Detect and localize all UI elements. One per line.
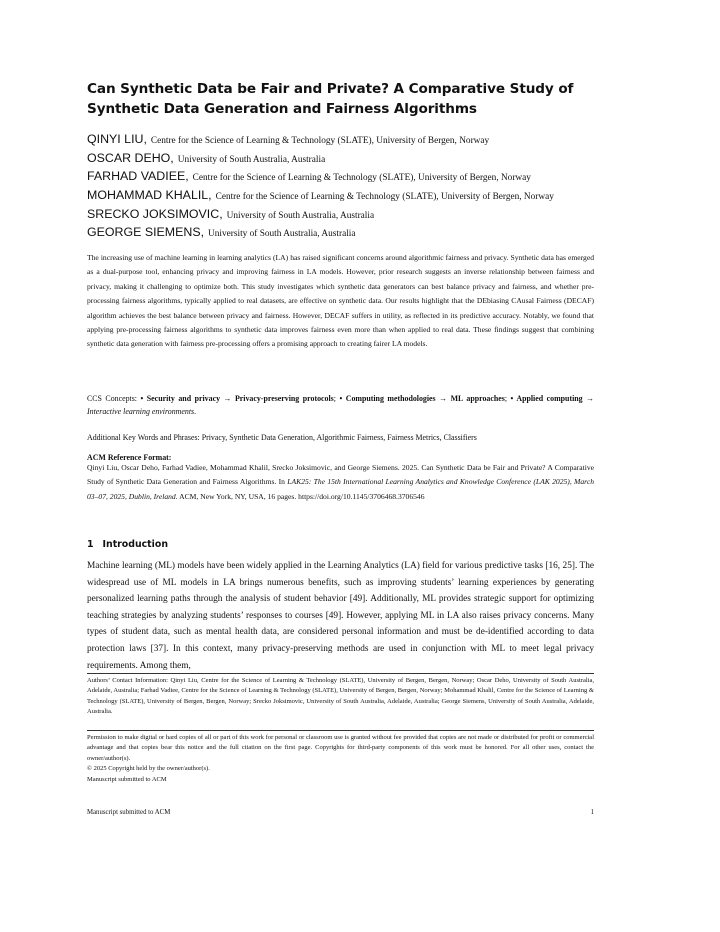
- ccs-concept: • Security and privacy: [140, 394, 221, 403]
- author-affiliation: Centre for the Science of Learning & Technology (SLATE), University of Bergen, Norway: [150, 136, 490, 146]
- author-name: OSCAR DEHO,: [87, 150, 174, 165]
- reference-venue: LAK25: The 15th International Learning Analytics and Knowledge Conference (LAK 2025), March 03–07, 2025, Dublin, Ireland.: [87, 477, 594, 501]
- ccs-end: .: [194, 407, 197, 416]
- author-entry: [87, 223, 597, 242]
- permission-text: Permission to make digital or hard copies of all or part of this work for personal or classroom use is granted without fee provided that copies are not made or distributed for profit or commercial advantage and that copies bear this notice and the full citation on the first page. Copyrights for third-party components of this work must be honored. For all other uses, contact the owner/author(s).: [87, 734, 594, 762]
- author-affiliation: University of South Australia, Australia: [208, 229, 356, 240]
- author-name: SRECKO JOKSIMOVIC,: [87, 206, 223, 221]
- author-entry: [87, 205, 597, 224]
- copyright-line: © 2025 Copyright held by the owner/author(s).: [87, 765, 210, 773]
- author-affiliation: University of South Australia, Australia: [226, 210, 375, 221]
- paper-title: Can Synthetic Data be Fair and Private? A Comparative Study of Synthetic Data Generation and Fairness Algorithms: [87, 81, 574, 117]
- author-name: MOHAMMAD KHALIL,: [87, 188, 212, 203]
- section-heading: [87, 539, 168, 550]
- reference-text: ACM, New York, NY, USA, 16 pages. https://doi.org/10.1145/3706468.3706546: [177, 491, 425, 501]
- abstract: The increasing use of machine learning in learning analytics (LA) has raised significant concerns around algorithmic fairness and privacy. Synthetic data has emerged as a dual-purpose tool, enhancing privacy and improving fairness in LA models. However, prior research suggests an inverse relationship between fairness and privacy, making it challenging to optimize both. This study investigates which synthetic data generators can best balance privacy and fairness, and whether pre-processing fairness algorithms, typically applied to real datasets, are effective on synthetic data. Our results highlight that the DEbiasing CAusal Fairness (DECAF) algorithm achieves the best balance between privacy and fairness. However, DECAF suffers in utility, as reflected in its predictive accuracy. Notably, we found that applying pre-processing fairness algorithms to synthetic data improves fairness even more than when applied to real data. These findings suggest that combining synthetic data generation with fairness pre-processing offers a promising approach to creating fairer LA models.: [87, 253, 594, 349]
- author-entry: [87, 149, 597, 168]
- reference-text: Qinyi Liu, Oscar Deho, Farhad Vadiee, Mohammad Khalil, Srecko Joksimovic, and George Siemens. 2025. Can Synthetic Data be Fair and Private? A Comparative Study of Synthetic Data Generation and Fairness Algorithms. In: [87, 463, 594, 487]
- ccs-concepts: [87, 392, 594, 418]
- reference-format-heading: ACM Reference Format:: [87, 453, 172, 462]
- author-affiliation: Centre for the Science of Learning & Technology (SLATE), University of Bergen, Norway: [215, 192, 554, 203]
- author-list: [87, 130, 597, 242]
- author-affiliation: University of South Australia, Australia: [177, 154, 326, 165]
- footnote-divider: [87, 673, 594, 674]
- author-name: GEORGE SIEMENS,: [87, 225, 205, 240]
- ccs-separator: ;: [504, 394, 511, 403]
- ccs-arrow: →: [220, 394, 235, 403]
- footer-manuscript: Manuscript submitted to ACM: [87, 809, 171, 816]
- author-name: FARHAD VADIEE,: [87, 169, 189, 184]
- permission-notice: [87, 733, 594, 785]
- author-contact-information: Authors’ Contact Information: Qinyi Liu, Centre for the Science of Learning & Technology (SLATE), University of Bergen, Bergen, Norway; Oscar Deho, University of South Australia, Adelaide, Australia; Farhad Vadiee, Centre for the Science of Learning & Technology (SLATE), University of Bergen, Bergen, Norway; Mohammad Khalil, Centre for the Science of Learning & Technology (SLATE), University of Bergen, Bergen, Norway; Srecko Joksimovic, University of South Australia, Adelaide, Australia; George Siemens, University of South Australia, Adelaide, Australia.: [87, 677, 594, 716]
- ccs-concept: ML approaches: [450, 394, 505, 403]
- reference-format: [87, 461, 594, 504]
- page-number: 1: [590, 809, 594, 816]
- ccs-concept: • Computing methodologies: [339, 394, 436, 403]
- footnote-divider: [87, 730, 594, 731]
- author-name: QINYI LIU,: [87, 132, 147, 146]
- ccs-label: CCS Concepts:: [87, 394, 141, 403]
- section-title: Introduction: [102, 539, 168, 550]
- ccs-concept: Interactive learning environments: [87, 407, 195, 416]
- author-affiliation: Centre for the Science of Learning & Technology (SLATE), University of Bergen, Norway: [192, 173, 531, 184]
- ccs-concept: • Applied computing: [510, 394, 583, 403]
- ccs-arrow: →: [582, 394, 595, 403]
- ccs-separator: ;: [333, 394, 340, 403]
- ccs-arrow: →: [435, 394, 451, 403]
- intro-paragraph: Machine learning (ML) models have been widely applied in the Learning Analytics (LA) field for various predictive tasks [16, 25]. The widespread use of ML models in LA brings numerous benefits, such as improving students’ learning experiences by generating personalized learning paths through the analysis of student behavior [49]. Additionally, ML provides strategic support for optimizing teaching strategies by analyzing students’ responses to courses [49]. However, applying ML in LA also raises privacy concerns. Many types of student data, such as mental health data, are considered personal information and must be de-identified according to data protection laws [37]. In this context, many privacy-preserving methods are used in conjunction with ML to meet legal privacy requirements. Among them,: [87, 561, 594, 671]
- section-number: 1: [87, 539, 94, 550]
- ccs-concept: Privacy-preserving protocols: [234, 394, 334, 403]
- author-entry: [87, 130, 597, 149]
- manuscript-line: Manuscript submitted to ACM: [87, 775, 167, 783]
- author-entry: [87, 186, 597, 205]
- keywords: Additional Key Words and Phrases: Privacy, Synthetic Data Generation, Algorithmic Fairness, Fairness Metrics, Classifiers: [87, 433, 477, 442]
- page-footer: [87, 809, 594, 816]
- author-entry: [87, 167, 597, 186]
